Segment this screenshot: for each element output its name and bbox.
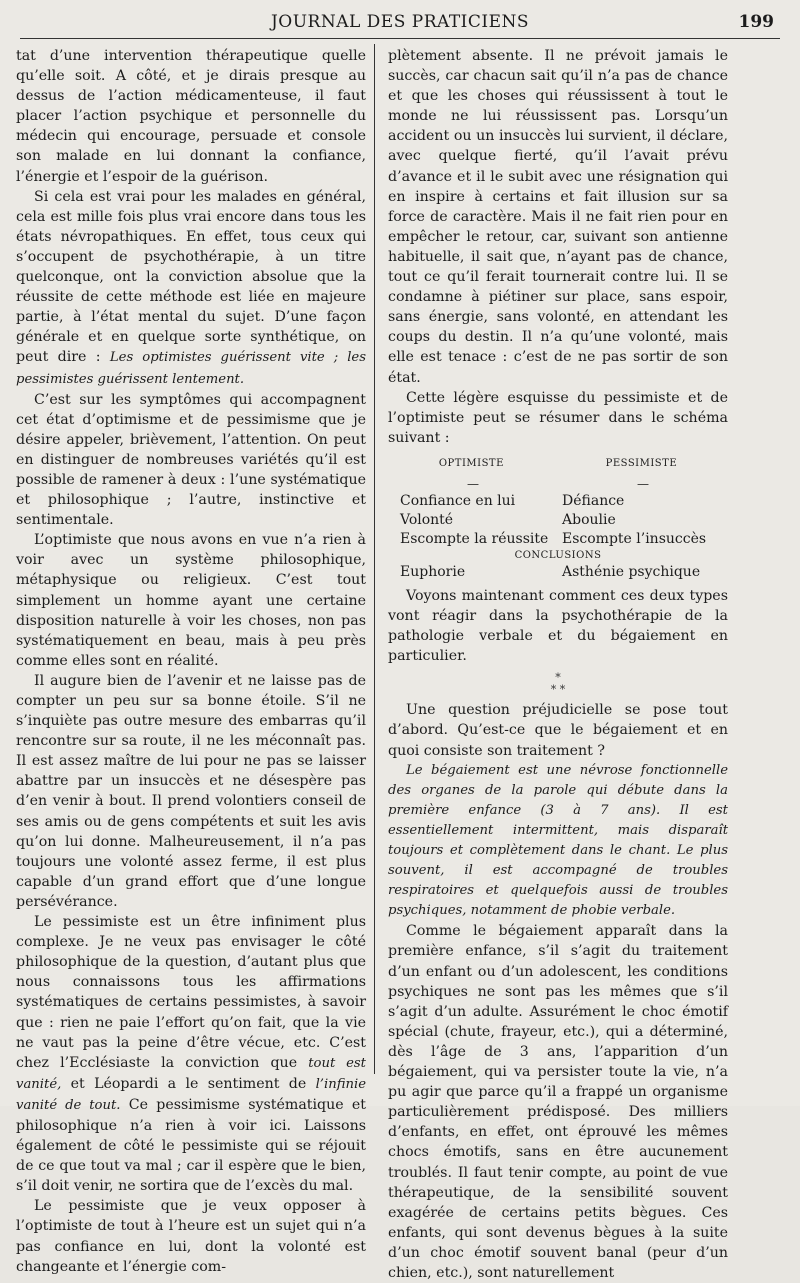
asterism-top: *: [555, 671, 561, 685]
scheme-conclusions-label: CONCLUSIONS: [514, 549, 602, 561]
paragraph: Une question préjudicielle se pose tout d’abord. Qu’est-ce que le bégaiement et en quoi consiste son traitement ?: [388, 702, 728, 759]
paragraph-text: Le pessimiste est un être infiniment plus complexe. Je ne veux pas envisager le côté philosophique de la question, d’autant plus que nous connaissons tous les affirmations systématiques de certains pessimistes, à savoir que : rien ne paie l’effort qu’on fait, que la vie ne vaut pas la peine d’être vécue, etc. C’est chez l’Ecclésiaste la conviction que: [16, 914, 366, 1071]
paragraph: [16, 912, 366, 1196]
comparison-scheme: [388, 454, 728, 582]
paragraph: Il augure bien de l’avenir et ne laisse pas de compter un peu sur sa bonne étoile. S’il ne s’inquiète pas outre mesure des embarras qu’il rencontre sur sa route, il ne les méconnaît pas. Il est assez maître de lui pour ne pas se laisser abattre par un insuccès et ne désespère pas d’en venir à bout. Il prend volontiers conseil de ses amis ou de gens compétents et suit les avis qu’on lui donne. Malheureusement, il n’a pas toujours une volonté assez ferme, il est plus capable d’un grand effort que d’une longue persévérance.: [16, 672, 366, 910]
scheme-left: Escompte la réussite: [400, 530, 549, 547]
scheme-dash: —: [467, 476, 479, 491]
scheme-right: Défiance: [562, 492, 625, 509]
scheme-dash: —: [637, 476, 649, 491]
scheme-head-optimiste: OPTIMISTE: [438, 457, 504, 469]
italic-phrase: tout est vanité,: [16, 1055, 366, 1092]
paragraph: tat d’une intervention thérapeutique quelle qu’elle soit. A côté, et je dirais presque au dessus de l’action médicamenteuse, il faut placer l’action psychique et personnelle du médecin qui encourage, persuade et console son malade en lui donnant la confiance, l’énergie et l’espoir de la guérison.: [16, 48, 366, 185]
header-rule: [20, 38, 780, 39]
paragraph-text: et Léopardi a le sentiment de: [70, 1075, 307, 1092]
running-title: JOURNAL DES PRATICIENS: [270, 12, 530, 32]
italic-phrase: l’infinie vanité de tout.: [16, 1076, 367, 1113]
scheme-right: Escompte l’insuccès: [562, 530, 707, 547]
scheme-row: [388, 492, 728, 511]
paragraph: L’optimiste que nous avons en vue n’a rien à voir avec un système philosophique, métaphysique ou religieux. C’est tout simplement un homme ayant une certaine disposition naturelle à voir les choses, non pas systématiquement en beau, mais à peu près comme elles sont en réalité.: [16, 532, 366, 669]
scheme-header: [388, 454, 728, 474]
paragraph-text: Ce pessimisme systématique et philosophique n’a rien à voir ici. Laissons également de côté le pessimiste qui se réjouit de ce que tout va mal ; car il espère que le bien, s’il doit venir, ne sortira que de l’excès du mal.: [16, 1096, 367, 1195]
scheme-row: [388, 563, 728, 582]
scheme-head-pessimiste: PESSIMISTE: [605, 457, 678, 469]
paragraph: C’est sur les symptômes qui accompagnent cet état d’optimisme et de pessimisme que je désire appeler, brièvement, l’attention. On peut en distinguer de nombreuses variétés qu’il est possible de ramener à deux : l’une systématique et philosophique ; l’autre, instinctive et sentimentale.: [16, 391, 366, 529]
left-column: [16, 46, 367, 1275]
paragraph-text: Si cela est vrai pour les malades en général, cela est mille fois plus vrai encore dans tous les états névropathiques. En effet, tous ceux qui s’occupent de psychothérapie, à un titre quelconque, ont la conviction absolue que la réussite de cette méthode est liée en majeure partie, à l’état mental du sujet. D’une façon générale et en quelque sorte synthétique, on peut dire :: [16, 188, 366, 366]
scheme-row: [388, 530, 728, 549]
paragraph: Cette légère esquisse du pessimiste et de l’optimiste peut se résumer dans le schéma suivant :: [388, 389, 728, 446]
paragraph: Voyons maintenant comment ces deux types vont réagir dans la psychothérapie de la pathologie verbale et du bégaiement en particulier.: [388, 587, 728, 665]
right-column: [388, 46, 728, 1281]
scheme-row: [388, 511, 728, 530]
paragraph: plètement absente. Il ne prévoit jamais le succès, car chacun sait qu’il n’a pas de chance et que les choses qui réussissent à tout le monde ne lui réussissent pas. Lorsqu’un accident ou un insuccès lui survient, il déclare, avec quelque fierté, qu’il l’avait prévu d’avance et il le subit avec une résignation qui en inspire à certains et fait illusion sur sa force de caractère. Mais il ne fait rien pour en empêcher le retour, car, suivant son antienne habituelle, il sait que, n’ayant pas de chance, tout ce qu’il ferait tournerait contre lui. Il se condamne à piétiner sur place, sans espoir, sans énergie, sans volonté, en attendant les coups du destin. Il n’a qu’une volonté, mais elle est tenace : c’est de ne pas sortir de son état.: [388, 48, 728, 386]
definition-paragraph: Le bégaiement est une névrose fonctionnelle des organes de la parole qui débute dans la première enfance (3 à 7 ans). Il est essentiellement intermittent, mais disparaît toujours et complètement dans le chant. Le plus souvent, il est accompagné de troubles respiratoires et quelquefois aussi de troubles psychiques, notamment de phobie verbale.: [388, 762, 728, 919]
page-header: [0, 8, 800, 36]
scheme-left: Volonté: [400, 511, 454, 528]
italic-maxim: Les optimistes guérissent vite ; les pessimistes guérissent lentement.: [16, 350, 366, 387]
scheme-right: Asthénie psychique: [562, 563, 701, 580]
column-divider: [374, 44, 375, 1074]
paragraph: Le pessimiste que je veux opposer à l’optimiste de tout à l’heure est un sujet qui n’a pas confiance en lui, dont la volonté est changeante et l’énergie com-: [16, 1198, 366, 1275]
scheme-right: Aboulie: [562, 511, 616, 528]
asterism-bottom: * *: [550, 683, 566, 697]
paragraph: Comme le bégaiement apparaît dans la première enfance, s’il s’agit du traitement d’un enfant ou d’un adolescent, les conditions psychiques ne sont pas les mêmes que s’il s’agit d’un adulte. Assurément le choc émotif spécial (chute, frayeur, etc.), qui a déterminé, dès l’âge de 3 ans, l’apparition d’un bégaiement, qui va persister toute la vie, n’a pu agir que parce qu’il a frappé un organisme particulièrement prédisposé. Des milliers d’enfants, en effet, ont éprouvé les mêmes chocs émotifs, sans en être aucunement troublés. Il faut tenir compte, au point de vue thérapeutique, de la sensibilité souvent exagérée de certains petits bègues. Ces enfants, qui sont devenus bègues à la suite d’un choc émotif souvent banal (peur d’un chien, etc.), sont naturellement: [388, 923, 728, 1281]
scheme-dashes: [388, 478, 728, 490]
scheme-left: Confiance en lui: [400, 492, 516, 509]
paragraph: [16, 187, 366, 390]
scheme-left: Euphorie: [400, 563, 466, 580]
section-asterism: [388, 672, 728, 696]
page-number: 199: [738, 12, 774, 32]
